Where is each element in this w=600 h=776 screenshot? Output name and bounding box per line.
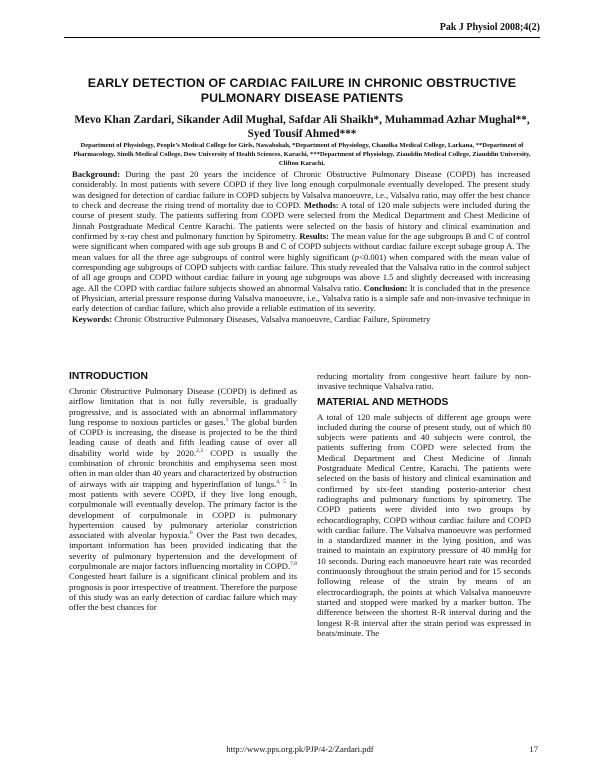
abstract-results-text-2: <0.001) when compared with the mean value of corresponding age subgroups of COPD subjects with cardiac failure. This study revealed that the Valsalva ratio in the control subject of all age groups and COPD without cardiac failure in young age subgroups was above 1.5 and slightly decreased with increasing age. All the COPD with cardiac failure subjects showed an abnormal Valsalva ratio.	[72, 251, 530, 293]
intro-text-3: COPD is usually the combination of chronic bronchitis and emphysema seen most often in man older than 40 years and characterized by obstruction of airways with air trapping and hyperinflation of lungs.	[69, 447, 297, 489]
abstract-results-label: Results:	[299, 231, 329, 242]
article-title: EARLY DETECTION OF CARDIAC FAILURE IN CHRONIC OBSTRUCTIVE PULMONARY DISEASE PATIENTS	[87, 76, 517, 105]
abstract	[72, 169, 530, 324]
ref-3: 4, 5	[276, 478, 287, 485]
abstract-conclusion-text: It is concluded that in the presence of Physician, arterial pressure response during Valsalva manoeuvre, i.e., Valsalva ratio is a simple safe and non-invasive technique in early detection of cardiac failure, which also provide a reliable estimation of its severity.	[72, 282, 530, 314]
intro-text-2: The global burden of COPD is increasing, the disease is projected to be the third leading cause of death and fifth leading cause of over all disability world wide by 2020.	[69, 416, 297, 458]
left-column	[69, 370, 297, 613]
intro-text-4: In most patients with severe COPD, if they live long enough, corpulmonale will eventually develop. The primary factor is the development of corpulmonale in COPD is pulmonary hypertension caused by pulmonary arteriolar constriction associated with alveolar hypoxia.	[69, 478, 297, 541]
abstract-background-label: Background:	[72, 169, 121, 179]
ref-2: 2,3	[196, 447, 203, 454]
abstract-methods-text: A total of 120 male subjects were included during the course of present study. The patients suffering from COPD were selected from the Medical Department and Chest Medicine of Jinnah Postgraduate Medical Centre Karachi. The patients were selected on the basis of history and clinical examination and confirmed by x-ray chest and pulmonary function by Spirometry.	[72, 200, 530, 242]
methods-heading: MATERIAL AND METHODS	[317, 396, 449, 408]
abstract-conclusion-label: Conclusion:	[363, 282, 408, 293]
journal-citation: Pak J Physiol 2008;4(2)	[439, 22, 540, 33]
page-number: 17	[529, 744, 538, 754]
abstract-results-p: p	[354, 251, 360, 262]
footer-url: http://www.pps.org.pk/PJP/4-2/Zardari.pdf	[226, 744, 374, 754]
ref-4: 6	[189, 530, 193, 537]
keywords-text: Chronic Obstructive Pulmonary Diseases, Valsalva manoeuvre, Cardiac Failure, Spirometry	[114, 313, 431, 324]
abstract-background-text: During the past 20 years the incidence of Chronic Obstructive Pulmonary Disease (COPD) has increased considerably. In most patients with severe COPD if they live long enough corpulmonale eventually developed. The present study was designed for detection of cardiac failure in COPD subjects by Valsalva manoeuvre, i.e., Valsalva ratio, may offer the best chance to check and decrease the rising trend of mortality due to COPD.	[72, 169, 530, 211]
intro-text-6: Congested heart failure is a significant clinical problem and its prognosis is poor irrespective of treatment. Therefore the purpose of this study was an early detection of cardiac failure which may offer the best chances for	[69, 571, 297, 613]
abstract-methods-label: Methods:	[303, 200, 339, 211]
introduction-heading: INTRODUCTION	[69, 371, 148, 382]
keywords-label: Keywords:	[72, 313, 113, 324]
right-column	[317, 371, 531, 638]
abstract-results-text-1: The mean value for the age subgroups B and C of control were significant when compared with age sub groups B and C of COPD subjects without cardiac failure except subage group A. The mean values for all the three age subgroups of control were highly significant (	[72, 231, 530, 262]
intro-text-5: Over the Past two decades, important information has been provided indicating that the severity of pulmonary hypertension and the development of corpulmonale are major factors influencing mortality in COPD.	[69, 530, 297, 572]
ref-5: 7,8	[290, 561, 297, 568]
intro-text-1: Chronic Obstructive Pulmonary Disease (COPD) is defined as airflow limitation that is not fully reversible, is gradually progressive, and is associated with an abnormal inflammatory lung response to noxious particles or gases.	[69, 386, 297, 427]
header-rule	[64, 37, 540, 38]
introduction-continuation: reducing mortality from congestive heart failure by non-invasive technique Valsalva ratio.	[317, 371, 531, 392]
methods-paragraph: A total of 120 male subjects of different age groups were included during the course of present study, out of which 80 subjects were patients and 40 subjects were control, the patients suffering from COPD were selected from the Medical Department and Chest Medicine of Jinnah Postgraduate Medical Centre, Karachi. The patients were selected on the basis of history and clinical examination and confirmed by six-feet standing posterio-anterior chest radiographs and pulmonary functions by spirometry. The COPD patients were divided into two groups by echocardiography, COPD without cardiac failure and COPD with cardiac failure. The Valsalva manoeuvre was performed in a standardized manner in the lying position, and was trained to maintain an expiratory pressure of 40 mmHg for 10 seconds. During each manoeuvre heart rate was recorded continuously throughout the strain period and for 15 seconds following release of the strain by means of an electrocardiograph, the points at which Valsalva manoeuvre started and stopped were marked by a marker button. The difference between the shortest R-R interval during and the longest R-R interval after the strain period was expressed in beats/minute. The	[317, 411, 531, 638]
author-list: Mevo Khan Zardari, Sikander Adil Mughal, Safdar Ali Shaikh*, Muhammad Azhar Mughal**, Syed Tousif Ahmed***	[74, 114, 530, 140]
affiliations: Department of Physiology, People’s Medical College for Girls, Nawabshah, *Department of Physiology, Chandka Medical College, Larkana, **Department of Pharmacology, Sindh Medical College, Dow University of Health Sciences, Karachi, ***Department of Physiology, Ziauddin Medical College, Ziauddin University, Clifton Karachi.	[73, 142, 531, 168]
ref-1: 1	[225, 417, 229, 423]
introduction-paragraph	[69, 386, 297, 613]
